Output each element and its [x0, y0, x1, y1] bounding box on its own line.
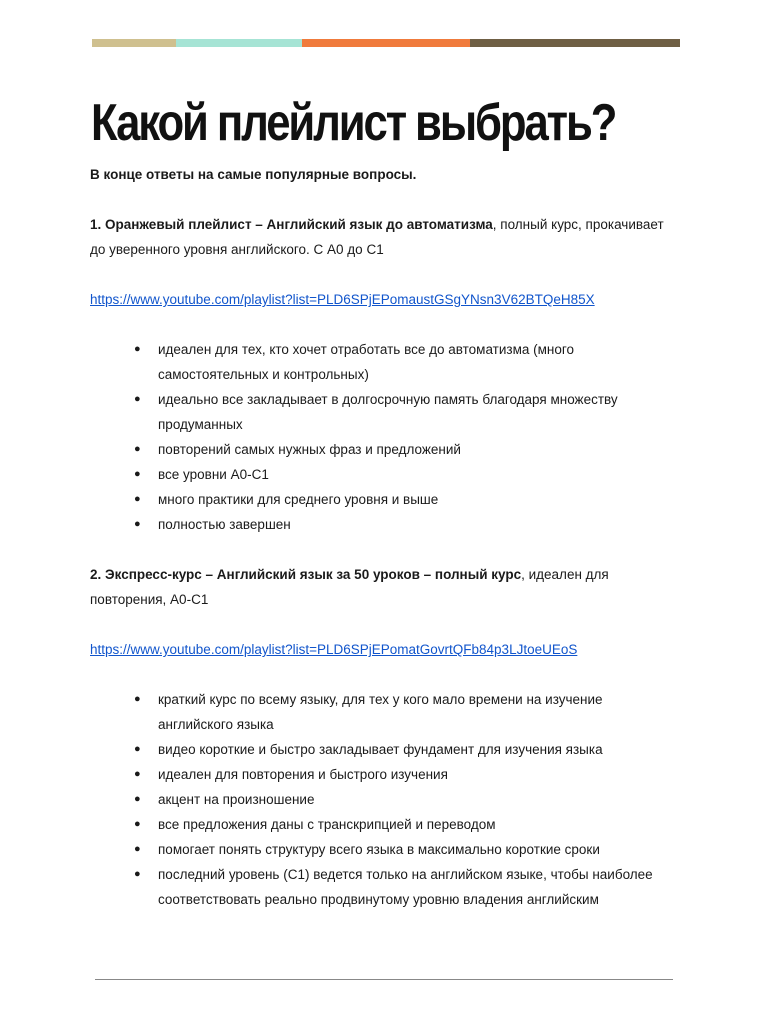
- color-bar-segment: [470, 39, 680, 47]
- section-heading-rest: , идеален для: [521, 567, 609, 582]
- section-heading-bold: 1. Оранжевый плейлист – Английский язык до автоматизма: [90, 217, 493, 232]
- bullet-icon: ●: [134, 693, 141, 705]
- list-item: ● все предложения даны с транскрипцией и переводом: [90, 812, 690, 837]
- list-item: ● все уровни А0-С1: [90, 462, 690, 487]
- list-item: ● идеален для тех, кто хочет отработать все до автоматизма (много: [90, 337, 690, 362]
- bullet-icon: ●: [134, 343, 141, 355]
- bullet-icon: ●: [134, 493, 141, 505]
- bullet-icon: ●: [134, 743, 141, 755]
- section-heading-rest: , полный курс, прокачивает: [492, 217, 664, 232]
- bullet-icon: ●: [134, 443, 141, 455]
- list-item-continuation: соответствовать реально продвинутому уровню владения английским: [158, 892, 599, 907]
- bullet-icon: ●: [134, 393, 141, 405]
- list-item: ● акцент на произношение: [90, 787, 690, 812]
- bullet-icon: ●: [134, 868, 141, 880]
- section-heading-line2: повторения, А0-С1: [90, 592, 209, 607]
- section-heading: [90, 562, 690, 587]
- document-body: [90, 162, 690, 912]
- list-item: ● помогает понять структуру всего языка в максимально короткие сроки: [90, 837, 690, 862]
- feature-list: [90, 687, 690, 912]
- list-item-continuation: английского языка: [158, 717, 274, 732]
- bullet-icon: ●: [134, 843, 141, 855]
- list-item: ● полностью завершен: [90, 512, 690, 537]
- bullet-icon: ●: [134, 768, 141, 780]
- subtitle: В конце ответы на самые популярные вопросы.: [90, 167, 417, 182]
- list-item: ● идеален для повторения и быстрого изучения: [90, 762, 690, 787]
- bullet-icon: ●: [134, 818, 141, 830]
- list-item-continuation: самостоятельных и контрольных): [158, 367, 369, 382]
- playlist-link[interactable]: https://www.youtube.com/playlist?list=PLD6SPjEPomatGovrtQFb84p3LJtoeUEoS: [90, 642, 578, 657]
- footer-divider: [95, 979, 673, 980]
- list-item: ● много практики для среднего уровня и выше: [90, 487, 690, 512]
- bullet-icon: ●: [134, 518, 141, 530]
- playlist-section: [90, 562, 690, 912]
- list-item: ● повторений самых нужных фраз и предложений: [90, 437, 690, 462]
- section-heading-line2: до уверенного уровня английского. С А0 до С1: [90, 242, 384, 257]
- list-item: ● краткий курс по всему языку, для тех у кого мало времени на изучение: [90, 687, 690, 712]
- list-item: ● идеально все закладывает в долгосрочную память благодаря множеству: [90, 387, 690, 412]
- bullet-icon: ●: [134, 468, 141, 480]
- list-item: ● видео короткие и быстро закладывает фундамент для изучения языка: [90, 737, 690, 762]
- section-heading-bold: 2. Экспресс-курс – Английский язык за 50 уроков – полный курс: [90, 567, 522, 582]
- list-item-continuation: продуманных: [158, 417, 243, 432]
- section-heading: [90, 212, 690, 237]
- color-bar-segment: [92, 39, 176, 47]
- page-title: Какой плейлист выбрать?: [91, 94, 616, 152]
- feature-list: [90, 337, 690, 537]
- playlist-section: [90, 212, 690, 537]
- color-bar-segment: [302, 39, 470, 47]
- bullet-icon: ●: [134, 793, 141, 805]
- color-bar-segment: [176, 39, 302, 47]
- playlist-link[interactable]: https://www.youtube.com/playlist?list=PLD6SPjEPomaustGSgYNsn3V62BTQeH85X: [90, 292, 595, 307]
- decorative-color-bar: [92, 39, 680, 47]
- list-item: ● последний уровень (С1) ведется только на английском языке, чтобы наиболее: [90, 862, 690, 887]
